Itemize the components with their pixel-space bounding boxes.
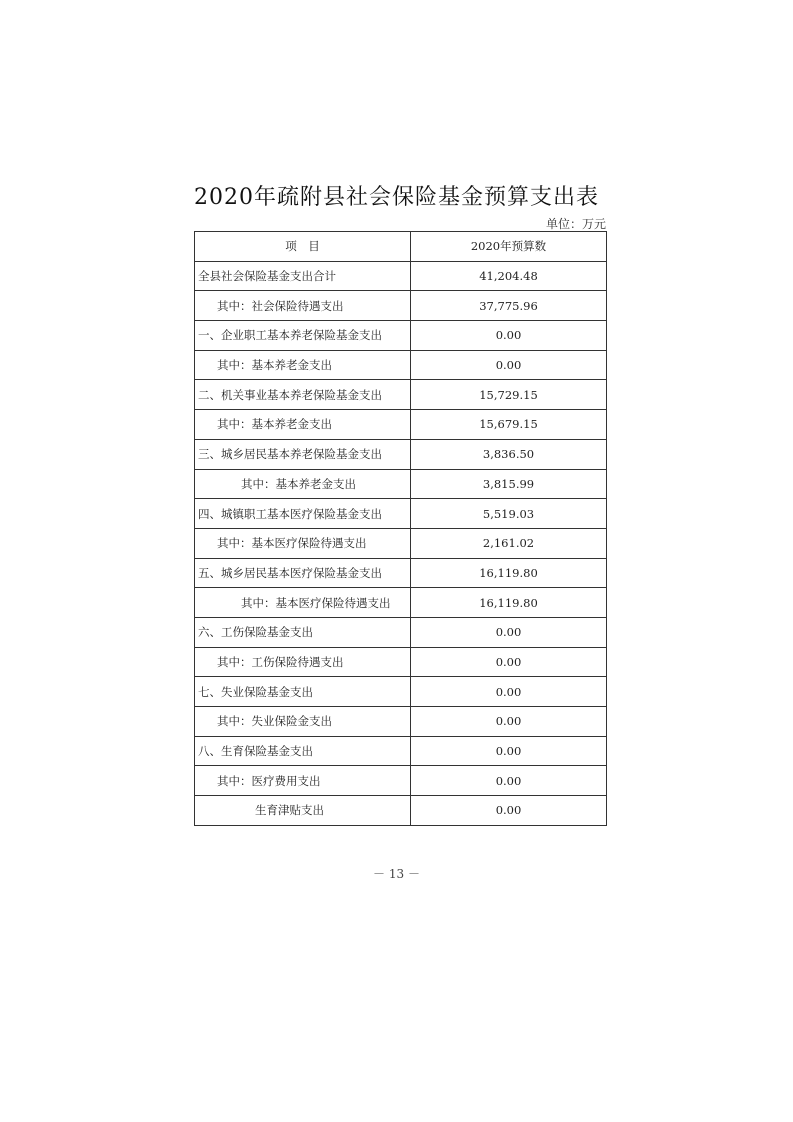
row-item-name: 其中：基本养老金支出 <box>195 410 411 440</box>
row-item-name: 八、生育保险基金支出 <box>195 736 411 766</box>
table-row <box>195 439 607 469</box>
row-item-name: 其中：失业保险金支出 <box>195 707 411 737</box>
row-budget-value: 41,204.48 <box>411 261 607 291</box>
table-row <box>195 677 607 707</box>
unit-label: 单位：万元 <box>545 217 606 231</box>
table-row <box>195 736 607 766</box>
row-budget-value: 5,519.03 <box>411 499 607 529</box>
row-budget-value: 0.00 <box>411 796 607 826</box>
table-row <box>195 380 607 410</box>
budget-table <box>194 231 607 826</box>
row-item-name: 全县社会保险基金支出合计 <box>195 261 411 291</box>
row-item-name: 一、企业职工基本养老保险基金支出 <box>195 321 411 351</box>
table-body <box>195 261 607 825</box>
table-row <box>195 469 607 499</box>
table-row <box>195 766 607 796</box>
header-budget: 2020年预算数 <box>411 232 607 262</box>
row-item-name: 四、城镇职工基本医疗保险基金支出 <box>195 499 411 529</box>
table-row <box>195 647 607 677</box>
document-title: 2020年疏附县社会保险基金预算支出表 <box>194 185 599 210</box>
table-row <box>195 261 607 291</box>
row-budget-value: 0.00 <box>411 617 607 647</box>
table-row <box>195 528 607 558</box>
table-row <box>195 410 607 440</box>
row-item-name: 七、失业保险基金支出 <box>195 677 411 707</box>
table-row <box>195 321 607 351</box>
row-item-name: 其中：基本养老金支出 <box>195 350 411 380</box>
table-row <box>195 558 607 588</box>
table-row <box>195 796 607 826</box>
table-row <box>195 499 607 529</box>
row-item-name: 其中：基本医疗保险待遇支出 <box>195 588 411 618</box>
row-budget-value: 0.00 <box>411 707 607 737</box>
row-budget-value: 15,679.15 <box>411 410 607 440</box>
row-item-name: 五、城乡居民基本医疗保险基金支出 <box>195 558 411 588</box>
row-budget-value: 0.00 <box>411 350 607 380</box>
row-budget-value: 0.00 <box>411 736 607 766</box>
row-budget-value: 16,119.80 <box>411 588 607 618</box>
page-number: － 13 － <box>373 867 420 881</box>
row-budget-value: 2,161.02 <box>411 528 607 558</box>
row-budget-value: 0.00 <box>411 766 607 796</box>
row-item-name: 生育津贴支出 <box>195 796 411 826</box>
row-budget-value: 37,775.96 <box>411 291 607 321</box>
table-row <box>195 350 607 380</box>
row-item-name: 其中：工伤保险待遇支出 <box>195 647 411 677</box>
table-row <box>195 291 607 321</box>
row-item-name: 二、机关事业基本养老保险基金支出 <box>195 380 411 410</box>
row-item-name: 其中：社会保险待遇支出 <box>195 291 411 321</box>
table-header-row <box>195 232 607 262</box>
row-budget-value: 16,119.80 <box>411 558 607 588</box>
table-row <box>195 588 607 618</box>
header-item: 项 目 <box>195 232 411 262</box>
row-budget-value: 0.00 <box>411 321 607 351</box>
row-item-name: 三、城乡居民基本养老保险基金支出 <box>195 439 411 469</box>
row-item-name: 其中：医疗费用支出 <box>195 766 411 796</box>
row-item-name: 其中：基本养老金支出 <box>195 469 411 499</box>
row-budget-value: 15,729.15 <box>411 380 607 410</box>
row-budget-value: 3,815.99 <box>411 469 607 499</box>
row-budget-value: 3,836.50 <box>411 439 607 469</box>
table-row <box>195 707 607 737</box>
row-item-name: 其中：基本医疗保险待遇支出 <box>195 528 411 558</box>
row-budget-value: 0.00 <box>411 677 607 707</box>
row-budget-value: 0.00 <box>411 647 607 677</box>
row-item-name: 六、工伤保险基金支出 <box>195 617 411 647</box>
table-row <box>195 617 607 647</box>
